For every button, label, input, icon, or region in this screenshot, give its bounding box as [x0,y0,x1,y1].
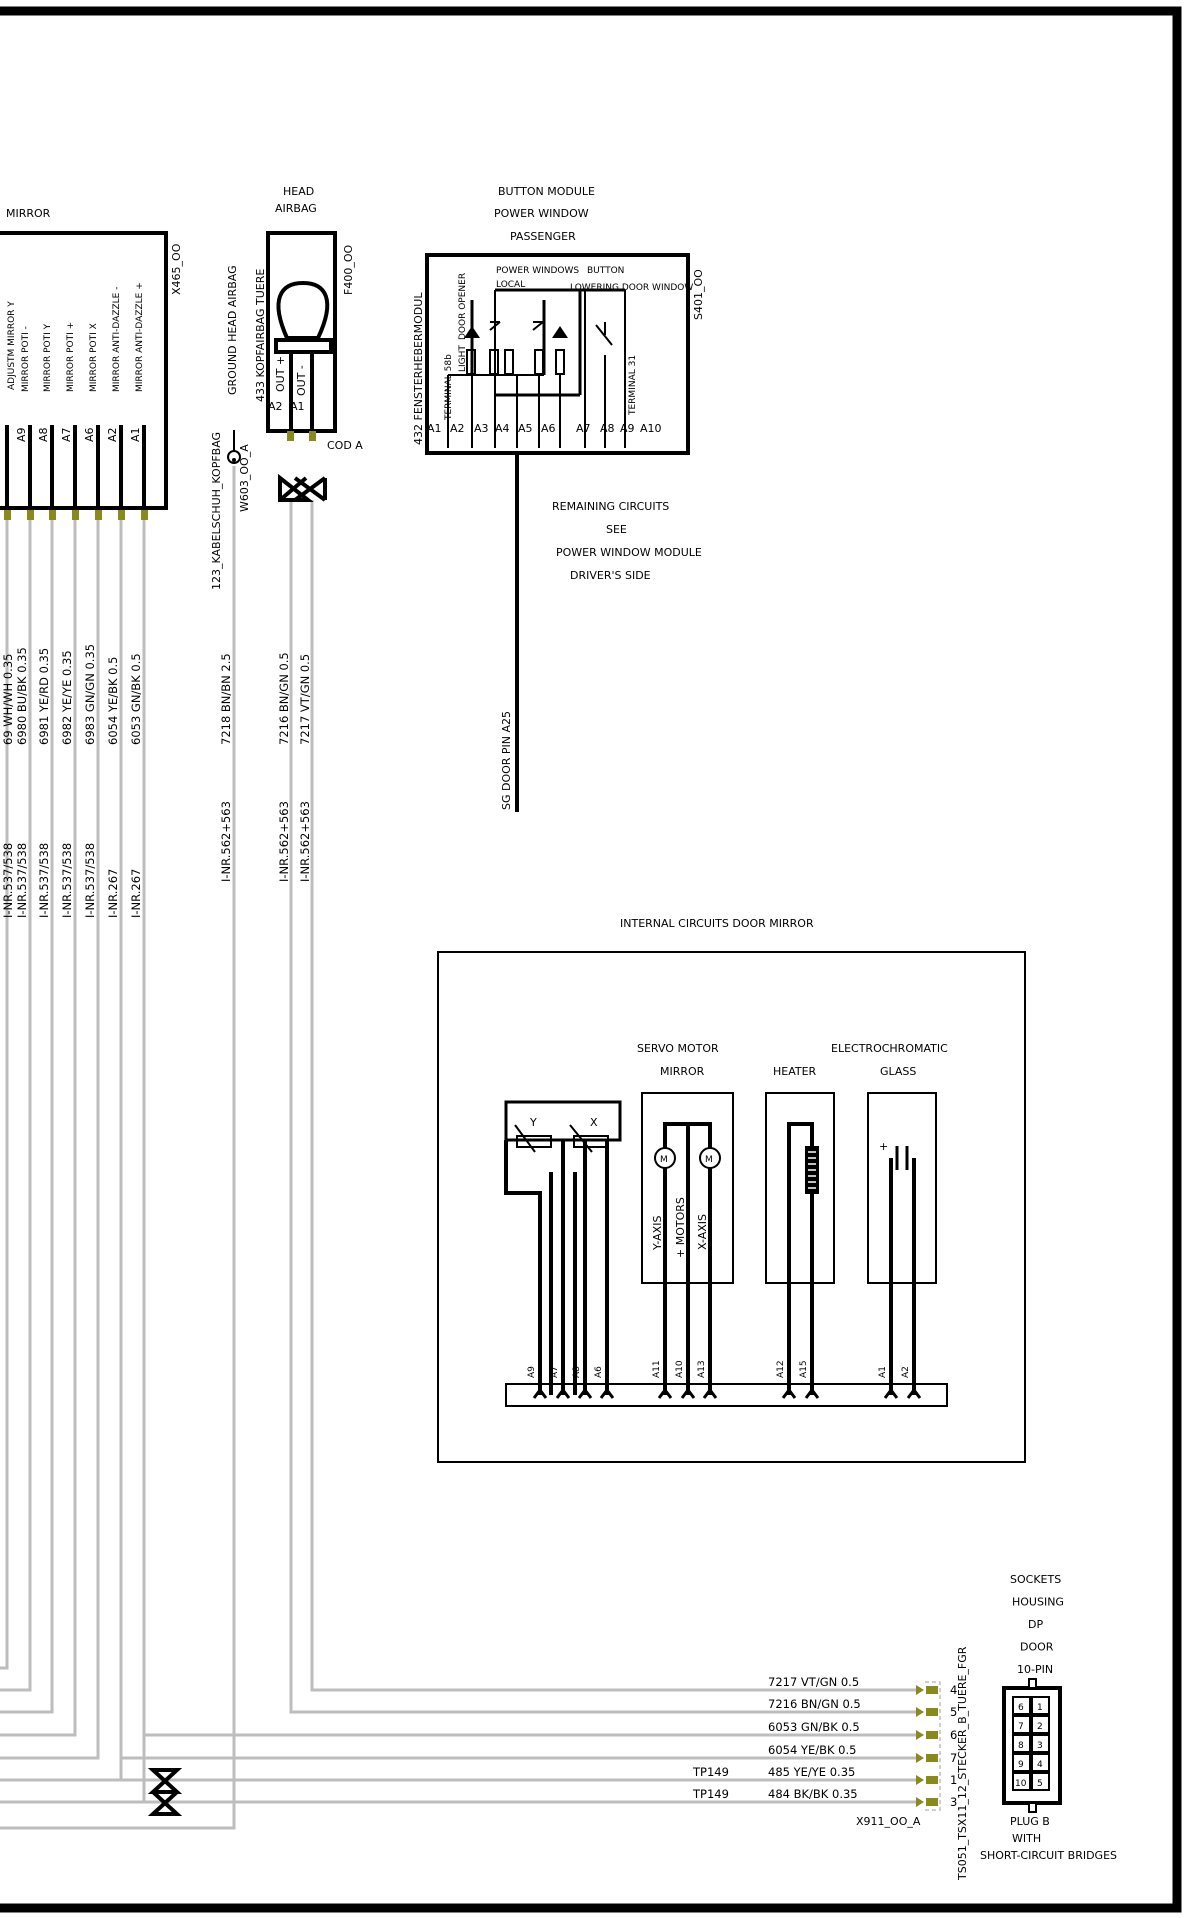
ground-lug-dot [232,458,236,462]
electro-plus: + [879,1140,889,1153]
internal-pin-label: A9 [527,1366,537,1378]
plug-cavity-number: 9 [1018,1760,1024,1770]
internal-pin-label: A2 [901,1366,911,1378]
wire-label: 6983 GN/GN 0.35 [83,643,97,745]
button-module-name: 432 FENSTERHEBERMODUL [412,292,425,445]
mirror-pin-label: A2 [106,427,119,442]
grey-wire-airbag-a2 [291,500,920,1712]
func-light: LIGHT [458,345,468,372]
plug-pin-stub [926,1754,938,1762]
module-pin-label: A3 [474,422,489,435]
wire-inr: I-NR.267 [106,868,120,918]
airbag-bulb-icon [278,283,327,338]
internal-pin-label: A1 [878,1366,888,1378]
motor-y-label: M [660,1155,668,1165]
plug-title-line: DOOR [1020,1640,1054,1654]
module-pin-label: A10 [640,422,662,435]
servo-title-2: MIRROR [660,1065,705,1078]
button-module-title-1: BUTTON MODULE [498,185,595,198]
internal-pin-label: A15 [799,1360,809,1378]
mirror-pin-label: A1 [129,427,142,442]
plug-pin-number: 6 [950,1728,958,1742]
plug-connector-name: TS051_TSX11_12_STECKER_B_TUERE_FGR [956,1646,969,1880]
plug-bracket [925,1682,940,1810]
mirror-func-label: MIRROR POTI X [89,323,99,392]
plug-pin-stub [926,1798,938,1806]
twist-symbol-icon [280,478,308,500]
internal-pin-rail [506,1384,947,1406]
plug-cavity-number: 3 [1037,1741,1043,1751]
poti-y-label: Y [530,1116,537,1129]
plug-pin-number: 7 [950,1751,958,1765]
plug-cavity-number: 1 [1037,1703,1043,1713]
module-pin-label: A2 [450,422,465,435]
airbag-title-2: AIRBAG [275,202,317,215]
button-module [412,185,705,812]
heater-title: HEATER [773,1065,817,1078]
mirror-func-label: MIRROR ANTI-DAZZLE + [135,282,145,392]
electro-title-1: ELECTROCHROMATIC [831,1042,948,1055]
wire-label: 6980 BU/BK 0.35 [15,647,29,745]
wire-inr: I-NR.562+563 [277,801,291,882]
plug-title-line: 10-PIN [1017,1663,1054,1676]
sg-door-label: SG DOOR PIN A25 [500,710,513,810]
mirror-connector [0,207,183,520]
module-pin-label: A1 [427,422,442,435]
mirror-func-label: MIRROR ANTI-DAZZLE - [112,286,122,392]
internal-pin-label: A10 [675,1360,685,1378]
wire-inr: I-NR.537/538 [60,842,74,918]
button-module-title-3: PASSENGER [510,230,576,243]
mirror-pin-stub [118,510,125,520]
plug-pin-stub [926,1776,938,1784]
plug-pin-stub [926,1686,938,1694]
wire-label: 6981 YE/RD 0.35 [37,647,51,745]
mirror-func-label: MIRROR POTI - [21,326,31,392]
remaining-circuits-note [552,500,702,582]
mirror-connector-id: X465_OO [170,243,183,295]
airbag-ground-cable: 123_KABELSCHUH_KOPFBAG [210,431,223,590]
module-pin-label: A8 [600,422,615,435]
func-terminal58b: TERMINAL 58b [444,354,454,420]
airbag-id: F400_OO [342,244,355,295]
motor-x-label: M [705,1155,713,1165]
wire-inr: I-NR.537/538 [37,842,51,918]
heater-element-lines [808,1152,816,1188]
mirror-pin-label: A8 [37,427,50,442]
plug-title-line: DP [1028,1618,1044,1631]
func-terminal31: TERMINAL 31 [628,354,638,415]
plug-pin-arrow [916,1753,924,1763]
module-switch-icon [490,322,543,330]
plug-bottom-3: SHORT-CIRCUIT BRIDGES [980,1849,1118,1862]
internal-circuits [438,917,1025,1462]
airbag-pin-a1: A1 [290,400,305,413]
plug-cavity-number: 7 [1018,1722,1024,1732]
internal-pin-label: A6 [594,1366,604,1378]
airbag-pin-stub [287,431,294,441]
remaining-line2: SEE [606,523,627,536]
plug-pin-arrow [916,1685,924,1695]
module-resistor-icon [556,350,564,374]
module-pin-label: A6 [541,422,556,435]
wire-label: 7218 BN/BN 2.5 [219,653,233,745]
twist-pair-icon [153,1770,177,1814]
module-pin-label: A4 [495,422,510,435]
func-door-opener: DOOR OPENER [458,272,468,340]
electro-title-2: GLASS [880,1065,917,1078]
servo-title-1: SERVO MOTOR [637,1042,719,1055]
wire-label: 6054 YE/BK 0.5 [106,656,120,745]
plug-wire-label: 6054 YE/BK 0.5 [768,1743,857,1757]
mirror-pin-label: A6 [83,427,96,442]
module-pin-label: A7 [576,422,591,435]
mirror-pin-stub [27,510,34,520]
internal-pin-label: A8 [572,1366,582,1378]
airbag-cod: COD A [327,439,363,452]
module-pin-label: A5 [518,422,533,435]
poti-wires [506,1140,607,1395]
plug-cavity-number: 2 [1037,1722,1043,1732]
remaining-line1: REMAINING CIRCUITS [552,500,670,513]
airbag-ground-label: W603_OO_A [238,444,251,512]
internal-title: INTERNAL CIRCUITS DOOR MIRROR [620,917,814,930]
plug-title-line: HOUSING [1012,1595,1064,1609]
mirror-func-label: MIRROR POTI + [66,321,76,392]
airbag-pin-stub [309,431,316,441]
plug-b [153,1573,1117,1881]
module-switch-icon [596,322,612,345]
button-module-title-2: POWER WINDOW [494,207,589,220]
plug-latch-top [1029,1679,1036,1688]
internal-pin-label: A13 [697,1360,707,1378]
func-power-local-1: POWER WINDOWS [496,266,580,276]
wire-inr: I-NR.562+563 [298,801,312,882]
plug-pin-arrow [916,1707,924,1717]
wire-inr: I-NR.562+563 [219,801,233,882]
x-axis-label: X-AXIS [696,1213,709,1250]
plug-pin-stub [926,1731,938,1739]
airbag-func-ground: GROUND HEAD AIRBAG [226,265,239,395]
module-pin-label: A9 [620,422,635,435]
plug-bottom-2: WITH [1012,1832,1042,1845]
poti-x-label: X [590,1116,598,1129]
airbag-func-name: 433 KOPFAIRBAG TUERE [254,268,267,402]
wire-inr: I-NR.537/538 [15,842,29,918]
internal-pin-label: A11 [652,1360,662,1378]
left-wire-bundle [0,466,920,1828]
func-button-2: LOWERING DOOR WINDOW [570,283,694,293]
internal-pin-label: A12 [776,1360,786,1378]
plug-wire-label: 7216 BN/GN 0.5 [768,1697,861,1711]
plug-wire-label: 485 YE/YE 0.35 [768,1765,856,1779]
mirror-pin-stub [95,510,102,520]
plug-wire-tp: TP149 [693,1765,729,1779]
wire-label: 69 WH/WH 0.35 [1,653,15,745]
grey-wire-airbag-a1 [312,500,920,1690]
plug-pin-arrow [916,1797,924,1807]
mirror-pin-label: A9 [15,427,28,442]
plug-pin-arrow [916,1730,924,1740]
mirror-pin-stub [4,510,11,520]
wire-label: 6053 GN/BK 0.5 [129,653,143,745]
plug-title-line: SOCKETS [1010,1573,1062,1586]
module-diode-icon [552,326,568,338]
electro-box [868,1093,936,1283]
module-resistor-icon [505,350,513,374]
plug-cavity-number: 5 [1037,1779,1043,1789]
plug-id: X911_OO_A [856,1815,921,1828]
plug-cavity-number: 8 [1018,1741,1024,1751]
wire-inr: I-NR.537/538 [83,842,97,918]
remaining-line3: POWER WINDOW MODULE [556,546,702,559]
func-power-local-2: LOCAL [496,280,526,290]
motors-plus-label: + MOTORS [674,1197,687,1258]
button-module-id: S401_OO [692,269,705,320]
remaining-line4: DRIVER'S SIDE [570,569,651,582]
wire-label: 6982 YE/YE 0.35 [60,650,74,745]
plug-wire-label: 6053 GN/BK 0.5 [768,1720,860,1734]
airbag-bulb-base [276,340,331,352]
wire-inr: I-NR.267 [129,868,143,918]
plug-pin-stub [926,1708,938,1716]
plug-latch-bottom [1029,1803,1036,1812]
mirror-pin-stub [141,510,148,520]
mirror-func-label: MIRROR POTI Y [43,323,53,392]
airbag-out-minus: OUT - [295,365,308,396]
mirror-pin-stub [49,510,56,520]
plug-pin-number: 5 [950,1705,958,1719]
capacitor-icon [897,1146,907,1170]
airbag-out-plus: OUT + [274,355,287,392]
y-axis-label: Y-AXIS [651,1215,664,1250]
mirror-pin-label: A7 [60,427,73,442]
wire-label: 7216 BN/GN 0.5 [277,652,291,745]
plug-pin-number: 1 [950,1773,958,1787]
plug-wire-tp: TP149 [693,1787,729,1801]
plug-pin-arrow [916,1775,924,1785]
plug-cavity-number: 10 [1015,1779,1027,1789]
module-resistor-icon [535,350,543,374]
plug-pin-number: 3 [950,1795,958,1809]
plug-wire-label: 484 BK/BK 0.35 [768,1787,858,1801]
heater-box [766,1093,834,1283]
wire-label: 7217 VT/GN 0.5 [298,653,312,745]
plug-wire-label: 7217 VT/GN 0.5 [768,1675,860,1689]
airbag-title-1: HEAD [283,185,315,198]
electro-wires [891,1158,914,1395]
plug-pin-number: 4 [950,1683,958,1697]
plug-cavity-number: 4 [1037,1760,1043,1770]
plug-bottom-1: PLUG B [1010,1815,1050,1828]
mirror-title: MIRROR [6,207,51,220]
mirror-func-cut: ADJUSTM MIRROR Y [7,301,17,390]
airbag-pin-a2: A2 [268,400,283,413]
mirror-pin-stub [72,510,79,520]
wire-inr: I-NR.537/538 [1,842,15,918]
func-button-1: BUTTON [587,266,625,276]
internal-pin-label: A7 [550,1366,560,1378]
plug-cavity-number: 6 [1018,1703,1024,1713]
